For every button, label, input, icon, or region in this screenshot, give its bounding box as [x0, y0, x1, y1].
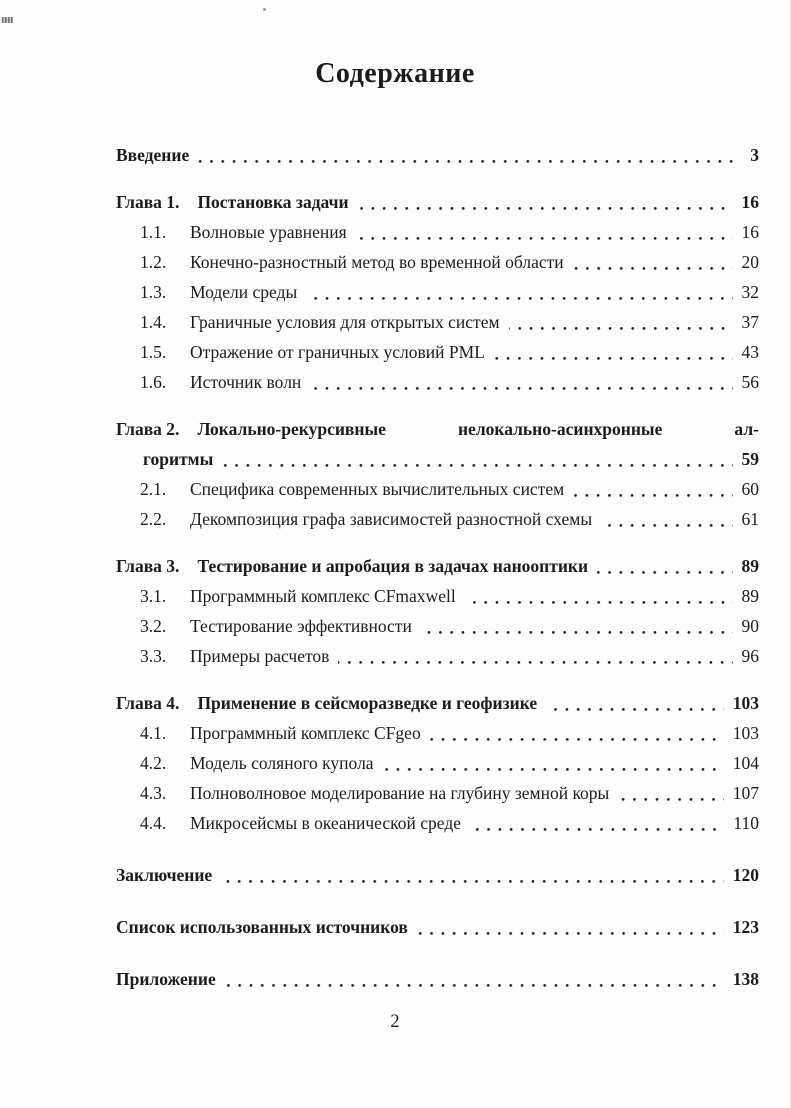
dot-leader	[221, 880, 724, 883]
page-number: 2	[390, 1012, 400, 1032]
toc-entry	[116, 778, 759, 808]
dot-leader	[494, 357, 733, 360]
toc-entry-number: 2.1.	[140, 479, 167, 499]
toc-entry-page: 89	[741, 586, 759, 606]
toc-entry-number: 4.4.	[140, 813, 167, 833]
toc-entry-label: Модели среды	[190, 282, 298, 302]
dot-leader	[509, 327, 733, 330]
toc-entry	[116, 964, 759, 994]
toc-entry-label: Декомпозиция графа зависимостей разностной схемы	[190, 509, 593, 529]
toc-entry-label: Волновые уравнения	[190, 222, 347, 242]
toc-entry-label: Специфика современных вычислительных систем	[190, 479, 565, 499]
dot-leader	[358, 207, 733, 210]
toc-entry	[116, 808, 759, 838]
toc-entry-page: 32	[741, 282, 759, 302]
toc-entry-number: Глава 4.	[116, 693, 180, 713]
dot-leader	[421, 631, 733, 634]
toc-entry-page: 90	[741, 616, 759, 636]
dot-leader	[222, 464, 732, 467]
toc-entry-page: 61	[741, 509, 759, 529]
toc-entry-label: Микросейсмы в океанической среде	[190, 813, 461, 833]
toc-entry-page: 123	[732, 917, 759, 937]
toc-entry-page: 103	[732, 693, 759, 713]
toc-entry	[116, 688, 759, 718]
toc-entry	[116, 414, 759, 444]
toc-entry-label: Модель соляного купола	[190, 753, 374, 773]
toc-entry-page: 59	[741, 449, 759, 469]
dot-leader	[597, 571, 732, 574]
toc-entry	[116, 748, 759, 778]
dot-leader	[618, 798, 723, 801]
toc-entry-label: Применение в сейсморазведке и геофизике	[197, 693, 538, 713]
toc-entry	[116, 504, 759, 534]
dot-leader	[601, 524, 732, 527]
toc-entry-page: 56	[741, 372, 759, 392]
toc-entry-label: Источник волн	[190, 372, 302, 392]
toc-entry-page: 89	[741, 556, 759, 576]
toc-entry-label: Заключение	[116, 865, 213, 885]
toc-entry-page: 43	[741, 342, 759, 362]
toc-entry-number: 3.2.	[140, 616, 167, 636]
toc-entry-label: Введение	[116, 145, 190, 165]
toc-entry-number: 2.2.	[140, 509, 167, 529]
page-title: Содержание	[315, 58, 475, 89]
toc-entry-number: 1.4.	[140, 312, 167, 332]
toc-entry-page: 37	[741, 312, 759, 332]
toc-entry-label: Программный комплекс CFgeo	[190, 723, 421, 743]
toc-entry-label: Локально-рекурсивные нелокально-асинхронные ал-	[197, 419, 759, 439]
toc-entry-number: 1.1.	[140, 222, 167, 242]
toc-entry-number: 4.3.	[140, 783, 167, 803]
toc-entry-label: Тестирование эффективности	[190, 616, 412, 636]
toc-entry-page: 103	[732, 723, 759, 743]
dot-leader	[225, 984, 724, 987]
toc-entry-page: 120	[732, 865, 759, 885]
toc-entry-label: Программный комплекс CFmaxwell	[190, 586, 456, 606]
toc-entry-page: 96	[741, 646, 759, 666]
toc-entry-page: 104	[732, 753, 759, 773]
toc-entry-number: 1.6.	[140, 372, 167, 392]
toc-entry-number: Глава 3.	[116, 556, 180, 576]
dot-leader	[310, 387, 732, 390]
dot-leader	[573, 494, 732, 497]
toc-entry	[116, 247, 759, 277]
toc-entry	[116, 444, 759, 474]
toc-entry	[116, 217, 759, 247]
toc-entry-number: Глава 2.	[116, 419, 180, 439]
toc-entry-label: Отражение от граничных условий PML	[190, 342, 485, 362]
toc-entry	[116, 581, 759, 611]
toc-entry	[116, 641, 759, 671]
toc-entry-label: Конечно-разностный метод во временной области	[190, 252, 564, 272]
toc-entry-number: 4.2.	[140, 753, 167, 773]
toc-entry-page: 16	[741, 222, 759, 242]
toc-entry-label: Полноволновое моделирование на глубину земной коры	[190, 783, 610, 803]
toc-entry	[116, 277, 759, 307]
toc-entry-page: 20	[741, 252, 759, 272]
dot-leader	[356, 237, 733, 240]
toc-entry-label: Приложение	[116, 969, 216, 989]
toc-entry	[116, 611, 759, 641]
toc-entry	[116, 860, 759, 890]
scan-artifact	[2, 17, 13, 23]
toc-entry-page: 3	[750, 145, 759, 165]
toc-entry-number: 3.1.	[140, 586, 167, 606]
dot-leader	[573, 267, 733, 270]
toc-entry-number: 1.2.	[140, 252, 167, 272]
toc-entry	[116, 367, 759, 397]
toc-entry-page: 107	[732, 783, 759, 803]
toc-entry	[116, 307, 759, 337]
toc-entry-label: горитмы	[143, 449, 214, 469]
toc-entry-number: Глава 1.	[116, 192, 180, 212]
dot-leader	[465, 601, 733, 604]
toc-entry-label: Постановка задачи	[197, 192, 349, 212]
toc-entry-number: 3.3.	[140, 646, 167, 666]
toc-list	[116, 123, 759, 994]
toc-entry-number: 4.1.	[140, 723, 167, 743]
dot-leader	[470, 828, 724, 831]
toc-entry-label: Тестирование и апробация в задачах нанооптики	[197, 556, 589, 576]
toc-entry	[116, 337, 759, 367]
dot-leader	[546, 708, 724, 711]
toc-entry-label: Граничные условия для открытых систем	[190, 312, 500, 332]
toc-entry	[116, 140, 759, 170]
toc-entry	[116, 474, 759, 504]
dot-leader	[198, 160, 741, 163]
toc-entry	[116, 718, 759, 748]
scan-artifact	[263, 8, 266, 11]
toc-entry-page: 138	[732, 969, 759, 989]
toc-entry-page: 110	[733, 813, 759, 833]
dot-leader	[306, 297, 732, 300]
toc-entry-page: 16	[741, 192, 759, 212]
toc-entry	[116, 187, 759, 217]
toc-entry-page: 60	[741, 479, 759, 499]
toc-entry-label: Примеры расчетов	[190, 646, 330, 666]
dot-leader	[417, 932, 724, 935]
toc-entry-number: 1.3.	[140, 282, 167, 302]
dot-leader	[338, 661, 732, 664]
dot-leader	[430, 738, 724, 741]
toc-entry	[116, 912, 759, 942]
toc-entry-label: Список использованных источников	[116, 917, 408, 937]
toc-entry-number: 1.5.	[140, 342, 167, 362]
toc-entry	[116, 551, 759, 581]
dot-leader	[383, 768, 724, 771]
